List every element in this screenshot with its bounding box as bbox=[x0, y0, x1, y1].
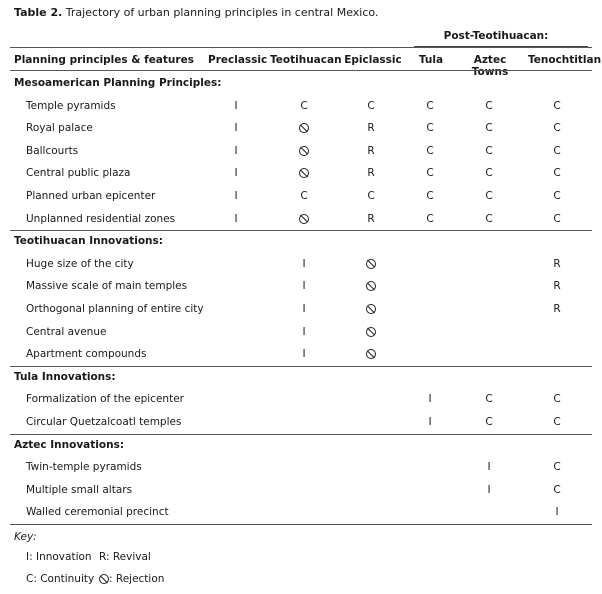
cell-aztec-towns: C bbox=[485, 122, 493, 135]
cell-aztec-towns: C bbox=[485, 393, 493, 406]
cell-aztec-towns: C bbox=[485, 190, 493, 202]
table-row bbox=[0, 502, 602, 524]
section-header-row bbox=[0, 231, 602, 253]
bottom-rule bbox=[10, 524, 592, 525]
caption-text: Trajectory of urban planning principles in central Mexico. bbox=[62, 6, 379, 19]
cell-tula: C bbox=[426, 190, 434, 202]
top-rule bbox=[10, 47, 592, 48]
key-rejection bbox=[99, 573, 164, 585]
cell-tenochtitlan: I bbox=[555, 506, 559, 519]
cell-tenochtitlan: C bbox=[553, 212, 561, 225]
table-row bbox=[0, 412, 602, 434]
section-title: Tula Innovations: bbox=[14, 370, 116, 383]
cell-tula: C bbox=[426, 167, 434, 180]
cell-tula: C bbox=[426, 122, 434, 135]
table-row bbox=[0, 118, 602, 140]
cell-tenochtitlan: C bbox=[553, 483, 561, 496]
section-title: Aztec Innovations: bbox=[14, 438, 125, 451]
cell-tenochtitlan: C bbox=[553, 416, 561, 428]
key-title: Key: bbox=[14, 531, 37, 543]
section-header-row bbox=[0, 435, 602, 457]
cell-epiclassic: R bbox=[367, 122, 375, 135]
table-row bbox=[0, 96, 602, 118]
table-row bbox=[0, 163, 602, 185]
column-header-features: Planning principles & features bbox=[14, 54, 194, 66]
cell-tenochtitlan: C bbox=[553, 461, 561, 474]
cell-tenochtitlan: C bbox=[553, 393, 561, 406]
table-row bbox=[0, 457, 602, 479]
cell-tula: C bbox=[426, 144, 434, 157]
cell-epiclassic: R bbox=[367, 167, 375, 180]
cell-aztec-towns: C bbox=[485, 167, 493, 180]
column-header-aztec-towns: Aztec Towns bbox=[471, 54, 509, 78]
cell-teotihuacan: I bbox=[302, 348, 306, 361]
post-teotihuacan-header: Post-Teotihuacan: bbox=[443, 30, 549, 42]
row-label: Royal palace bbox=[26, 122, 93, 135]
cell-tenochtitlan: R bbox=[553, 280, 561, 293]
key-revival: R: Revival bbox=[99, 551, 151, 563]
header-rule bbox=[10, 70, 592, 71]
cell-teotihuacan: I bbox=[302, 325, 306, 338]
cell-tenochtitlan: C bbox=[553, 99, 561, 112]
cell-teotihuacan: C bbox=[300, 99, 308, 112]
cell-preclassic: I bbox=[234, 190, 238, 202]
key-rejection-label: : Rejection bbox=[109, 573, 165, 585]
row-label: Temple pyramids bbox=[26, 99, 116, 112]
row-label: Planned urban epicenter bbox=[26, 190, 156, 202]
row-label: Circular Quetzalcoatl temples bbox=[26, 416, 182, 428]
table-caption bbox=[14, 6, 378, 19]
cell-preclassic: I bbox=[234, 144, 238, 157]
key-innovation: I: Innovation bbox=[26, 551, 92, 563]
column-header-tula: Tula bbox=[418, 54, 444, 66]
cell-aztec-towns: C bbox=[485, 416, 493, 428]
column-header-tenochtitlan: Tenochtitlan bbox=[528, 54, 602, 66]
table-row bbox=[0, 322, 602, 344]
rejection-icon bbox=[299, 168, 309, 178]
cell-tula: C bbox=[426, 212, 434, 225]
cell-teotihuacan: I bbox=[302, 280, 306, 293]
section-title: Teotihuacan Innovations: bbox=[14, 235, 163, 248]
cell-epiclassic-rejection bbox=[341, 326, 401, 338]
row-label: Unplanned residential zones bbox=[26, 212, 176, 225]
rejection-icon bbox=[299, 146, 309, 156]
cell-tenochtitlan: C bbox=[553, 122, 561, 135]
table-row bbox=[0, 389, 602, 411]
cell-teotihuacan: I bbox=[302, 303, 306, 315]
cell-tenochtitlan: R bbox=[553, 303, 561, 315]
cell-preclassic: I bbox=[234, 99, 238, 112]
key-continuity: C: Continuity bbox=[26, 573, 95, 585]
cell-aztec-towns: I bbox=[487, 483, 491, 496]
row-label: Huge size of the city bbox=[26, 257, 134, 270]
row-label: Apartment compounds bbox=[26, 348, 147, 361]
column-header-teotihuacan: Teotihuacan bbox=[270, 54, 342, 66]
cell-epiclassic: C bbox=[367, 99, 375, 112]
column-header-epiclassic: Epiclassic bbox=[344, 54, 402, 66]
rejection-icon bbox=[366, 349, 376, 359]
cell-epiclassic-rejection bbox=[341, 258, 401, 270]
section-header-row bbox=[0, 367, 602, 389]
column-header-preclassic: Preclassic bbox=[208, 54, 268, 66]
cell-tenochtitlan: C bbox=[553, 190, 561, 202]
row-label: Formalization of the epicenter bbox=[26, 393, 184, 406]
row-label: Twin-temple pyramids bbox=[26, 461, 142, 474]
section-title: Mesoamerican Planning Principles: bbox=[14, 77, 222, 89]
cell-teotihuacan: C bbox=[300, 190, 308, 202]
cell-epiclassic-rejection bbox=[341, 348, 401, 360]
table-row bbox=[0, 299, 602, 321]
cell-epiclassic: R bbox=[367, 212, 375, 225]
cell-epiclassic-rejection bbox=[341, 280, 401, 292]
cell-teotihuacan-rejection bbox=[274, 145, 334, 157]
row-label: Massive scale of main temples bbox=[26, 280, 188, 293]
table-row bbox=[0, 276, 602, 298]
table-row bbox=[0, 344, 602, 366]
cell-tenochtitlan: C bbox=[553, 144, 561, 157]
section-header-row bbox=[0, 73, 602, 95]
cell-epiclassic: R bbox=[367, 144, 375, 157]
table-row bbox=[0, 254, 602, 276]
cell-aztec-towns: C bbox=[485, 99, 493, 112]
row-label: Ballcourts bbox=[26, 144, 79, 157]
cell-preclassic: I bbox=[234, 212, 238, 225]
row-label: Central public plaza bbox=[26, 167, 131, 180]
cell-preclassic: I bbox=[234, 122, 238, 135]
rejection-icon bbox=[299, 214, 309, 224]
rejection-icon bbox=[366, 304, 376, 314]
rejection-icon bbox=[366, 281, 376, 291]
cell-tenochtitlan: C bbox=[553, 167, 561, 180]
cell-teotihuacan: I bbox=[302, 257, 306, 270]
cell-teotihuacan-rejection bbox=[274, 167, 334, 179]
cell-tula: I bbox=[428, 393, 432, 406]
rejection-icon bbox=[366, 259, 376, 269]
rejection-icon bbox=[366, 327, 376, 337]
rejection-icon bbox=[299, 123, 309, 133]
caption-label: Table 2. bbox=[14, 6, 63, 19]
cell-aztec-towns: C bbox=[485, 144, 493, 157]
table-row bbox=[0, 141, 602, 163]
cell-epiclassic-rejection bbox=[341, 303, 401, 315]
column-header-row bbox=[0, 50, 602, 78]
cell-tula: C bbox=[426, 99, 434, 112]
cell-tenochtitlan: R bbox=[553, 257, 561, 270]
table-row bbox=[0, 209, 602, 231]
cell-teotihuacan-rejection bbox=[274, 122, 334, 134]
cell-epiclassic: C bbox=[367, 190, 375, 202]
row-label: Multiple small altars bbox=[26, 483, 133, 496]
cell-tula: I bbox=[428, 416, 432, 428]
row-label: Orthogonal planning of entire city bbox=[26, 303, 204, 315]
cell-preclassic: I bbox=[234, 167, 238, 180]
table-row bbox=[0, 480, 602, 502]
rejection-icon bbox=[99, 574, 109, 584]
row-label: Walled ceremonial precinct bbox=[26, 506, 169, 519]
cell-teotihuacan-rejection bbox=[274, 213, 334, 225]
cell-aztec-towns: I bbox=[487, 461, 491, 474]
row-label: Central avenue bbox=[26, 325, 107, 338]
table-row bbox=[0, 186, 602, 208]
cell-aztec-towns: C bbox=[485, 212, 493, 225]
